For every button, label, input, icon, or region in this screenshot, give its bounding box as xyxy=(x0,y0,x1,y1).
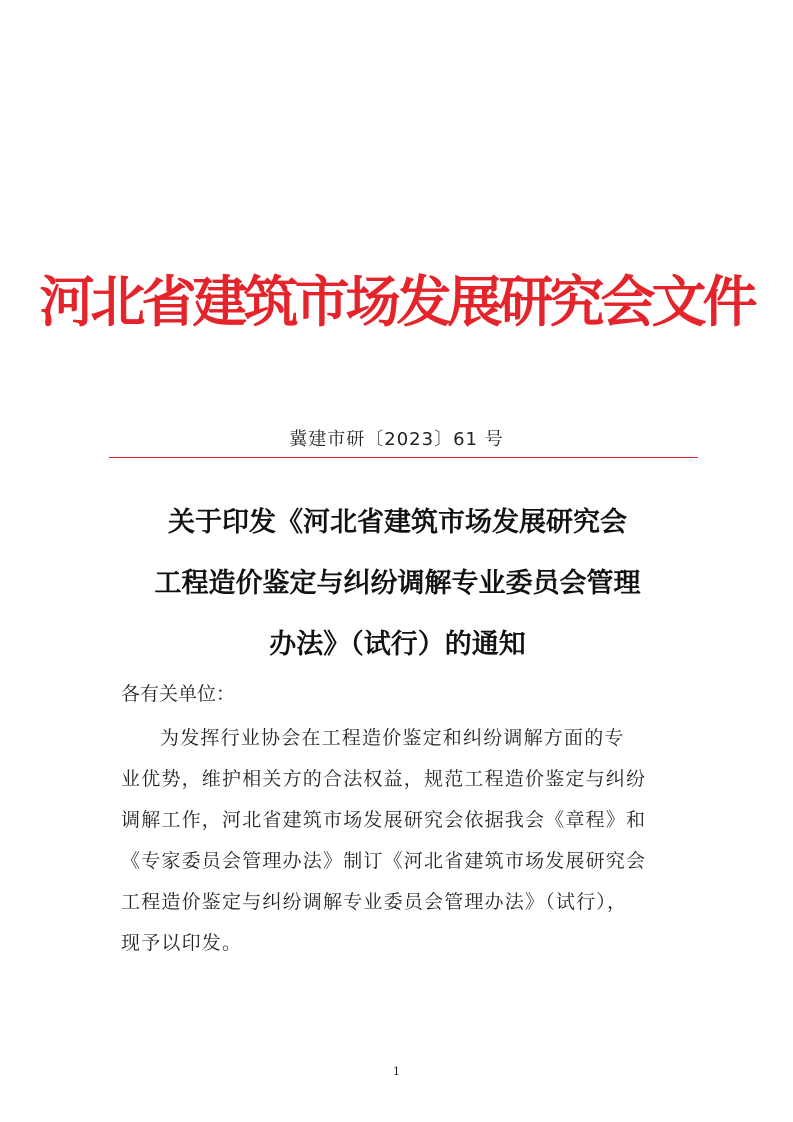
notice-title-line-2: 工程造价鉴定与纠纷调解专业委员会管理 xyxy=(154,568,641,599)
body-line-4: 《专家委员会管理办法》制订《河北省建筑市场发展研究会 xyxy=(121,850,647,872)
red-divider xyxy=(109,457,698,458)
salutation: 各有关单位： xyxy=(121,683,236,705)
body-line-1: 为发挥行业协会在工程造价鉴定和纠纷调解方面的专 xyxy=(160,727,625,749)
body-line-2: 业优势，维护相关方的合法权益，规范工程造价鉴定与纠纷 xyxy=(121,768,647,790)
notice-title-line-3: 办法》（试行）的通知 xyxy=(269,629,526,660)
body-line-3: 调解工作，河北省建筑市场发展研究会依据我会《章程》和 xyxy=(121,809,647,831)
masthead-title: 河北省建筑市场发展研究会文件 xyxy=(39,269,754,334)
page-number: 1 xyxy=(393,1065,400,1078)
body-line-5: 工程造价鉴定与纠纷调解专业委员会管理办法》（试行）， xyxy=(121,891,628,913)
notice-title xyxy=(100,492,695,675)
document-number: 冀建市研〔2023〕61 号 xyxy=(289,429,504,450)
notice-title-line-1: 关于印发《河北省建筑市场发展研究会 xyxy=(168,507,627,538)
body-line-6: 现予以印发。 xyxy=(121,932,243,954)
